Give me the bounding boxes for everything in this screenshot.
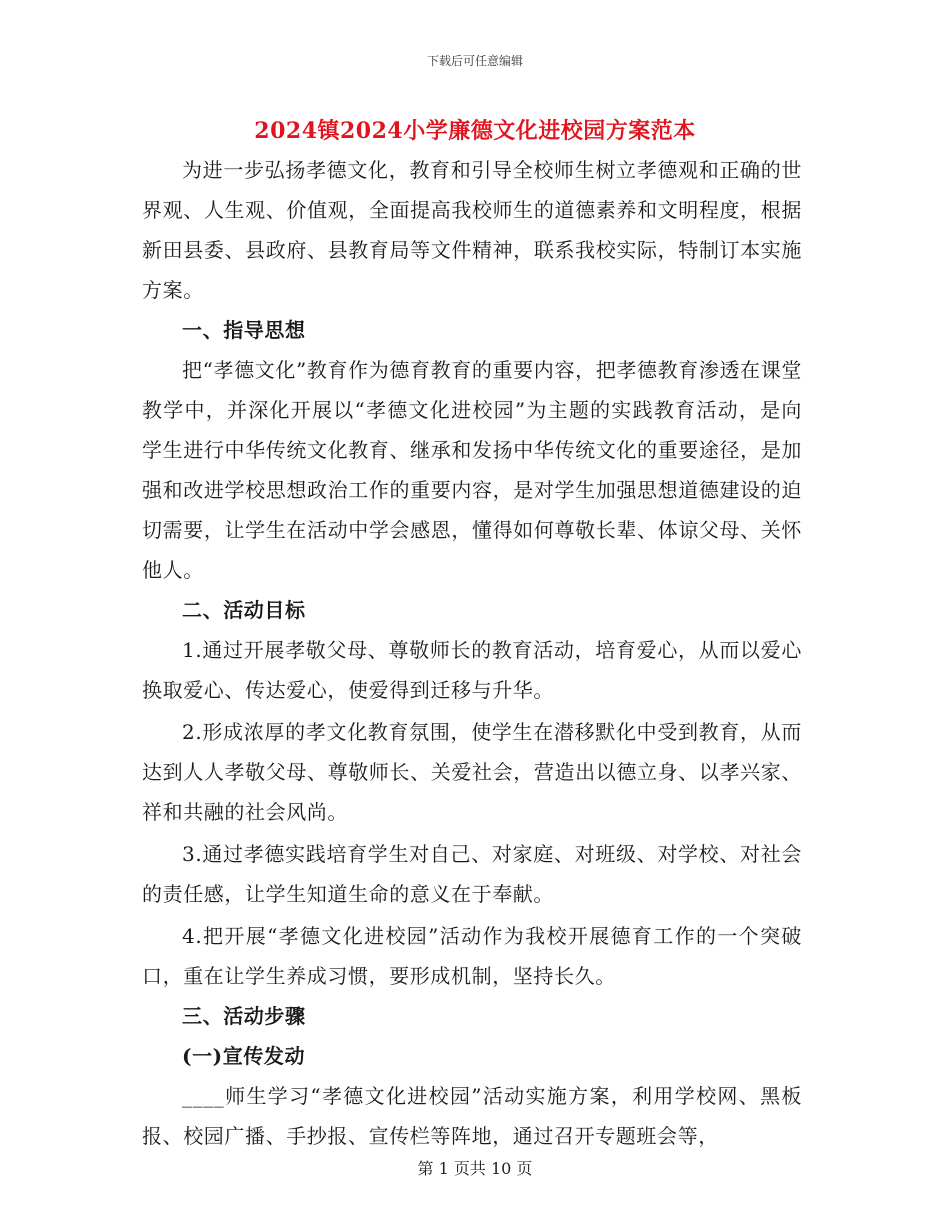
publicity-paragraph: ____师生学习“孝德文化进校园”活动实施方案，利用学校网、黑板报、校园广播、手抄报、宣传栏等阵地，通过召开专题班会等，: [142, 1084, 802, 1148]
section-heading-guiding-thought: 一、指导思想: [182, 318, 306, 342]
goal-item-2: 2.形成浓厚的孝文化教育氛围，使学生在潜移默化中受到教育，从而达到人人孝敬父母、尊敬师长、关爱社会，营造出以德立身、以孝兴家、祥和共融的社会风尚。: [142, 720, 802, 824]
header-note: 下载后可任意编辑: [426, 54, 523, 68]
section-heading-activity-steps: 三、活动步骤: [182, 1004, 306, 1028]
intro-paragraph: 为进一步弘扬孝德文化，教育和引导全校师生树立孝德观和正确的世界观、人生观、价值观，全面提高我校师生的道德素养和文明程度，根据新田县委、县政府、县教育局等文件精神，联系我校实际，特制订本实施方案。: [142, 158, 802, 302]
document-body: [142, 150, 802, 1156]
document-title: 2024镇2024小学廉德文化进校园方案范本: [254, 118, 696, 144]
page-number-footer: 第 1 页共 10 页: [417, 1159, 533, 1178]
subsection-heading-publicity: (一)宣传发动: [182, 1044, 306, 1068]
section-heading-activity-goals: 二、活动目标: [182, 598, 306, 622]
goal-item-3: 3.通过孝德实践培育学生对自己、对家庭、对班级、对学校、对社会的责任感，让学生知道生命的意义在于奉献。: [142, 842, 802, 906]
goal-item-1: 1.通过开展孝敬父母、尊敬师长的教育活动，培育爱心，从而以爱心换取爱心、传达爱心，使爱得到迁移与升华。: [142, 638, 802, 702]
goal-item-4: 4.把开展“孝德文化进校园”活动作为我校开展德育工作的一个突破口，重在让学生养成习惯，要形成机制，坚持长久。: [142, 924, 802, 988]
guiding-thought-paragraph: 把“孝德文化”教育作为德育教育的重要内容，把孝德教育渗透在课堂教学中，并深化开展以“孝德文化进校园”为主题的实践教育活动，是向学生进行中华传统文化教育、继承和发扬中华传统文化的重要途径，是加强和改进学校思想政治工作的重要内容，是对学生加强思想道德建设的迫切需要，让学生在活动中学会感恩，懂得如何尊敬长辈、体谅父母、关怀他人。: [142, 358, 802, 582]
